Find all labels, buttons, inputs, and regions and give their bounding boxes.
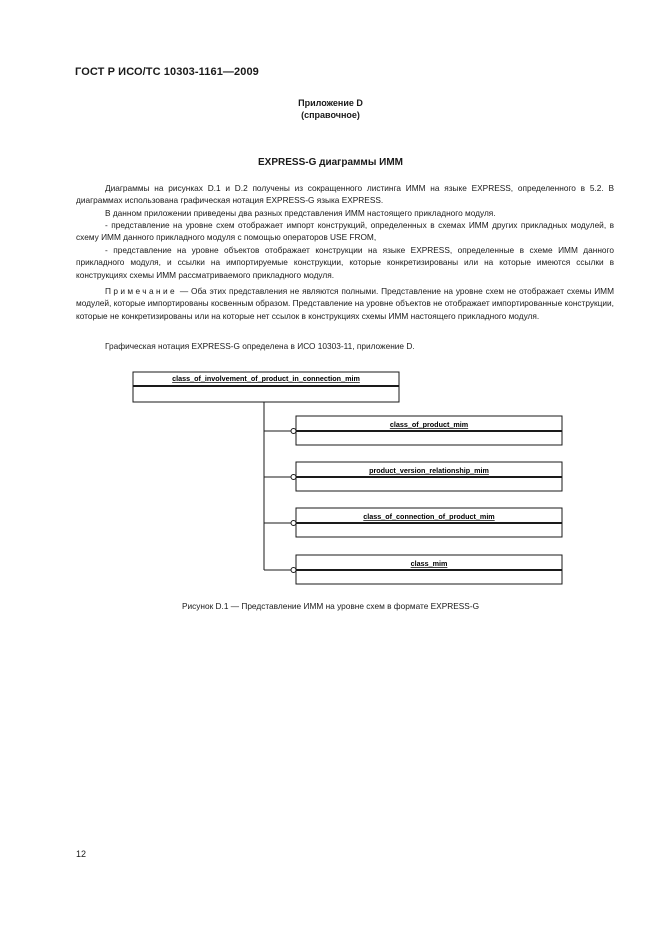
paragraph-object-level: - представление на уровне объектов отображает конструкции на языке EXPRESS, определенные в схеме ИММ данного прикладного модуля, и ссылки на импортируемые конструкции, которые конкретизированы или на которые имеются ссылки в конструкциях схемы ИММ рассматриваемого прикладного модуля. (76, 245, 614, 280)
reference-circle-icon (291, 429, 296, 434)
used-schema-name: class_mim (410, 559, 448, 568)
used-schema-name: product_version_relationship_mim (369, 466, 489, 475)
main-schema-name: class_of_involvement_of_product_in_connection_mim (172, 374, 360, 383)
note-text: — Оба этих представления не являются полными. Представление на уровне схем не отображает схемы ИММ модулей, которые импортированы косвенным образом. Представление на уровне объектов не отображает импортированные конструкции, которые не конкретизированы или на которые нет ссылок в конструкциях схемы ИММ настоящего прикладного модуля. (76, 286, 614, 321)
used-schema-name: class_of_product_mim (389, 420, 469, 429)
paragraph-diagrams-source: Диаграммы на рисунках D.1 и D.2 получены из сокращенного листинга ИММ на языке EXPRESS, определенного в 5.2. В диаграммах использована графическая нотация EXPRESS-G языка EXPRESS. (76, 183, 614, 206)
used-schema-box (264, 416, 562, 445)
note-label: Примечание (105, 286, 178, 296)
paragraph-notation: Графическая нотация EXPRESS-G определена в ИСО 10303-11, приложение D. (105, 341, 415, 351)
annex-subtitle: (справочное) (301, 110, 360, 120)
reference-circle-icon (291, 521, 296, 526)
annex-title: Приложение D (298, 98, 363, 108)
document-header: ГОСТ Р ИСО/ТС 10303-1161—2009 (75, 66, 259, 78)
main-schema-box (133, 372, 399, 402)
section-title: EXPRESS-G диаграммы ИММ (258, 157, 403, 168)
used-schema-box (264, 508, 562, 537)
reference-circle-icon (291, 475, 296, 480)
used-schema-box (264, 555, 562, 584)
paragraph-two-views: В данном приложении приведены два разных представления ИММ настоящего прикладного модуля. (105, 208, 496, 218)
figure-caption: Рисунок D.1 — Представление ИММ на уровне схем в формате EXPRESS-G (181, 601, 480, 611)
page-number: 12 (76, 849, 87, 859)
used-schema-name: class_of_connection_of_product_mim (363, 512, 495, 521)
used-schema-box (264, 462, 562, 491)
paragraph-schema-level: - представление на уровне схем отображает импорт конструкций, определенных в схемах ИММ других прикладных модулей, в схему ИММ данного прикладного модуля с помощью операторов USE FROM, (76, 220, 614, 243)
reference-circle-icon (291, 568, 296, 573)
